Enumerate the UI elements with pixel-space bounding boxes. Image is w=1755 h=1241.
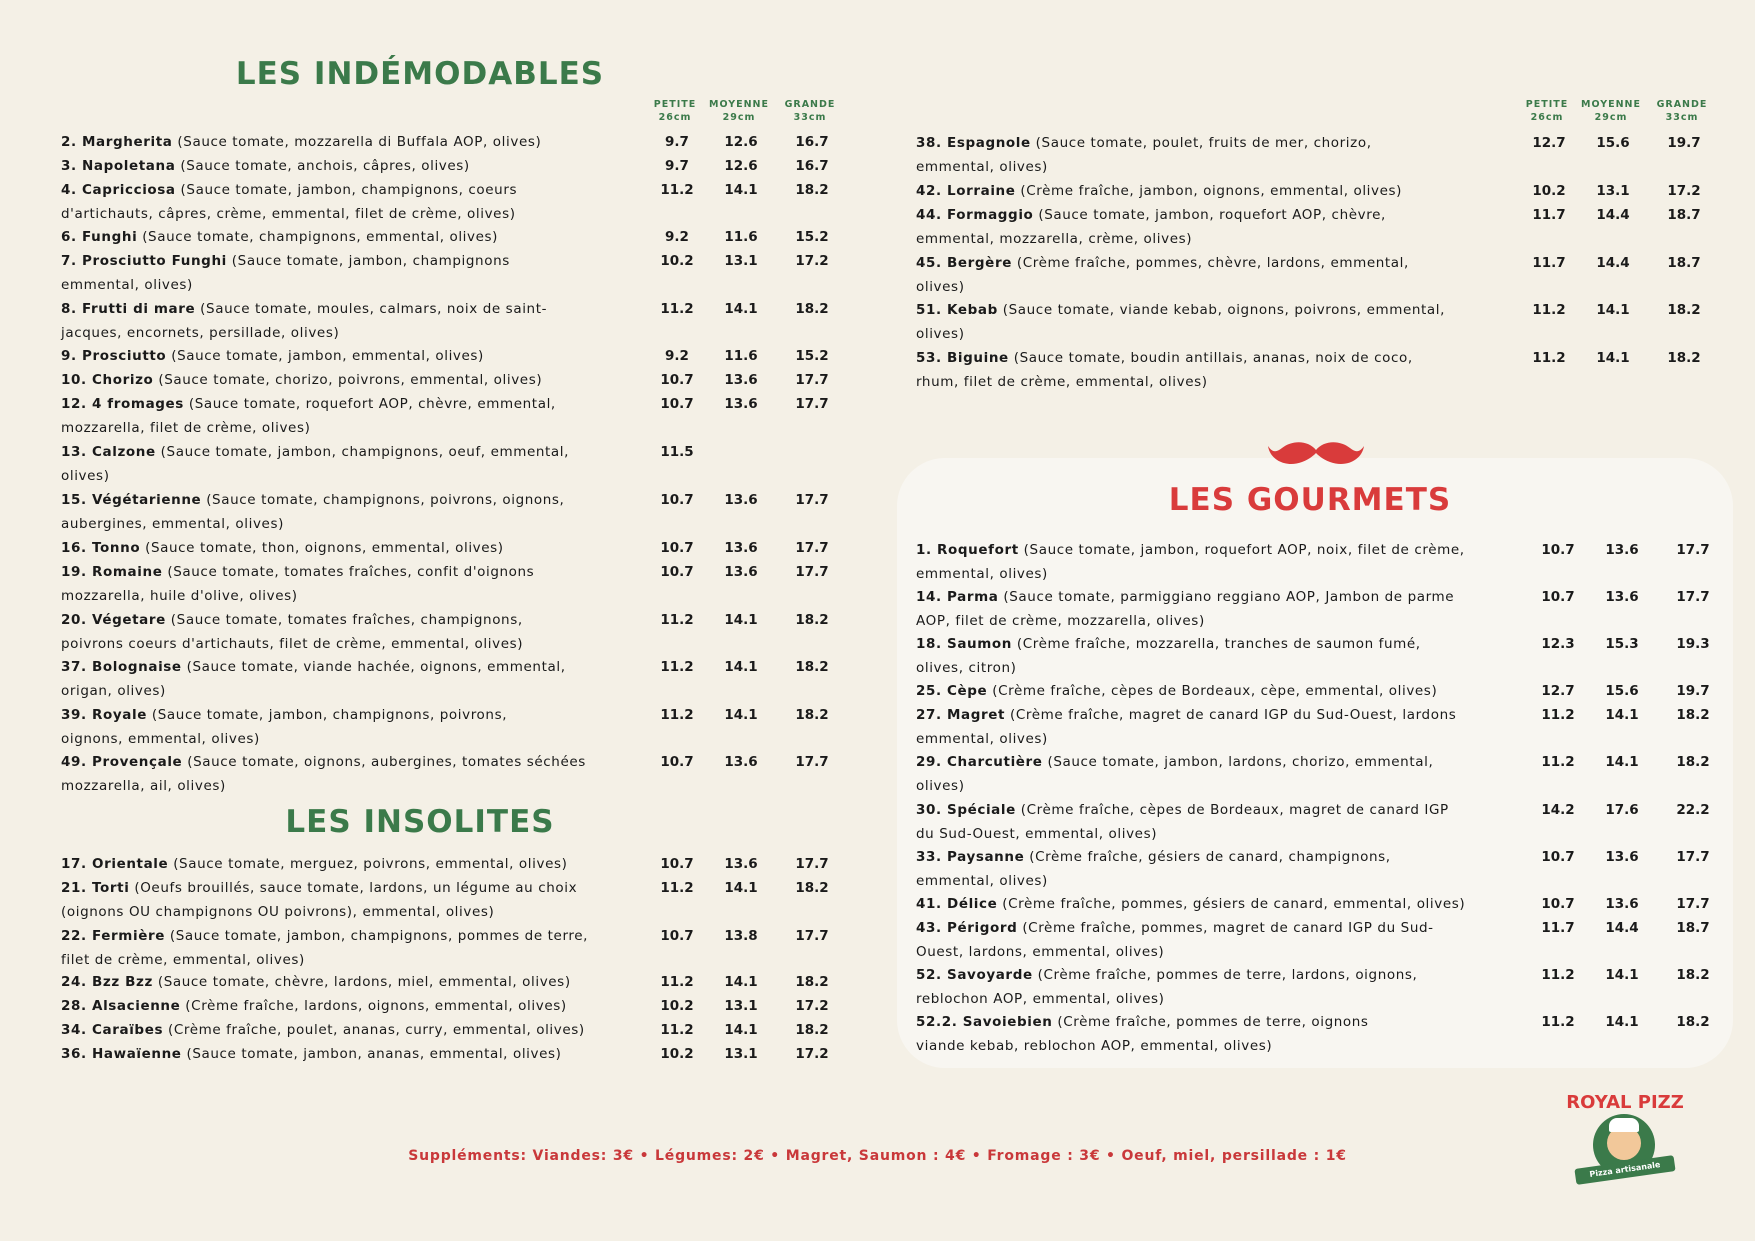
- price-petite: 10.7: [660, 564, 694, 580]
- menu-item-name: 53. Biguine: [916, 350, 1009, 366]
- price-grande: 18.2: [1676, 1014, 1710, 1030]
- menu-item: [916, 963, 1516, 1011]
- price-petite: 11.7: [1541, 920, 1575, 936]
- price-moyenne: 14.4: [1596, 255, 1630, 271]
- price-petite: 11.7: [1532, 255, 1566, 271]
- menu-item-name: 42. Lorraine: [916, 183, 1016, 199]
- menu-item-description-cont: d'artichauts, câpres, crème, emmental, filet de crème, olives): [61, 205, 516, 222]
- price-petite: 10.7: [660, 856, 694, 872]
- menu-item-description: (Sauce tomate, chorizo, poivrons, emmental, olives): [153, 372, 543, 388]
- menu-item: [61, 876, 641, 924]
- price-grande: 17.7: [1676, 896, 1710, 912]
- price-grande: 18.7: [1667, 255, 1701, 271]
- menu-item-description-cont: reblochon AOP, emmental, olives): [916, 991, 1165, 1007]
- menu-item-description: (Sauce tomate, oignons, aubergines, tomates séchées: [182, 754, 586, 771]
- price-moyenne: 13.6: [724, 492, 758, 508]
- price-moyenne: 11.6: [724, 348, 758, 365]
- price-petite: 11.2: [660, 611, 694, 628]
- price-petite: 11.2: [1532, 350, 1566, 366]
- menu-item: [61, 1042, 641, 1066]
- price-petite: 10.7: [660, 492, 694, 508]
- menu-item: [61, 392, 641, 440]
- price-moyenne: 15.6: [1596, 135, 1630, 151]
- menu-item-description-cont: emmental, olives): [916, 731, 1048, 747]
- price-grande: 18.7: [1676, 920, 1710, 936]
- price-moyenne: 14.1: [724, 1022, 758, 1038]
- menu-item-name: 3. Napoletana: [61, 157, 176, 174]
- price-petite: 11.5: [660, 444, 694, 460]
- menu-item-name: 20. Végetare: [61, 611, 166, 628]
- price-moyenne: 14.1: [724, 706, 758, 723]
- menu-item: [61, 344, 641, 368]
- menu-item: [916, 251, 1506, 299]
- menu-item-description: (Sauce tomate, parmiggiano reggiano AOP, Jambon de parme: [998, 589, 1455, 605]
- menu-item-name: 22. Fermière: [61, 928, 165, 944]
- menu-item-description-cont: poivrons coeurs d'artichauts, filet de crème, emmental, olives): [61, 635, 524, 652]
- price-grande: 18.2: [795, 1022, 829, 1038]
- section-title-insolites: LES INSOLITES: [285, 804, 555, 840]
- menu-item: [61, 1018, 641, 1042]
- price-moyenne: 14.1: [1596, 302, 1630, 318]
- menu-item-description: (Sauce tomate, chèvre, lardons, miel, emmental, olives): [152, 974, 571, 990]
- price-grande: 17.7: [795, 564, 829, 580]
- price-grande: 18.2: [795, 300, 829, 317]
- price-petite: 11.2: [660, 1022, 694, 1038]
- menu-item-name: 52. Savoyarde: [916, 967, 1033, 983]
- price-moyenne: 13.1: [724, 253, 758, 269]
- price-grande: 17.7: [795, 540, 829, 556]
- price-moyenne: 13.6: [724, 372, 758, 388]
- price-grande: 17.7: [795, 396, 829, 412]
- price-grande: 18.2: [1676, 967, 1710, 983]
- price-moyenne: 14.4: [1596, 207, 1630, 223]
- price-grande: 18.2: [1676, 707, 1710, 723]
- menu-item: [916, 131, 1506, 179]
- price-grande: 15.2: [795, 348, 829, 365]
- price-petite: 11.2: [1541, 1014, 1575, 1030]
- menu-item-name: 49. Provençale: [61, 754, 183, 771]
- menu-item-description: (Sauce tomate, jambon, ananas, emmental, olives): [181, 1046, 562, 1062]
- menu-item-description: (Sauce tomate, champignons, poivrons, oignons,: [201, 492, 565, 508]
- menu-item-name: 52.2. Savoiebien: [916, 1014, 1053, 1030]
- price-moyenne: 17.6: [1605, 802, 1639, 818]
- menu-item-description-cont: viande kebab, reblochon AOP, emmental, olives): [916, 1038, 1273, 1054]
- section-title-gourmets: LES GOURMETS: [1168, 482, 1452, 518]
- price-moyenne: 13.1: [724, 998, 758, 1014]
- price-moyenne: 14.1: [1605, 967, 1639, 983]
- price-moyenne: 14.1: [724, 880, 758, 896]
- logo-brand: ROYAL PIZZ: [1566, 1092, 1684, 1113]
- menu-item: [916, 632, 1516, 680]
- price-petite: 12.7: [1541, 683, 1575, 699]
- price-moyenne: 13.6: [724, 396, 758, 412]
- price-grande: 17.7: [1676, 849, 1710, 865]
- menu-item-description: (Sauce tomate, jambon, champignons, coeurs: [175, 181, 518, 198]
- menu-item-name: 10. Chorizo: [61, 372, 154, 388]
- menu-item-description: (Sauce tomate, boudin antillais, ananas, noix de coco,: [1008, 350, 1413, 366]
- price-petite: 10.2: [660, 998, 694, 1014]
- price-moyenne: 14.1: [1605, 754, 1639, 770]
- price-petite: 10.7: [660, 754, 694, 771]
- menu-item-description: (Crème fraîche, pommes, magret de canard IGP du Sud-: [1017, 920, 1434, 936]
- menu-item-description: (Sauce tomate, jambon, champignons, poivrons,: [146, 706, 508, 723]
- menu-item: [916, 538, 1516, 586]
- menu-item-name: 28. Alsacienne: [61, 998, 181, 1014]
- menu-item-description: (Sauce tomate, jambon, roquefort AOP, chèvre,: [1033, 207, 1386, 223]
- menu-item-description-cont: emmental, mozzarella, crème, olives): [916, 231, 1193, 247]
- menu-item: [916, 179, 1506, 203]
- price-moyenne: 12.6: [724, 157, 758, 174]
- price-petite: 10.2: [660, 1046, 694, 1062]
- price-moyenne: 14.1: [724, 974, 758, 990]
- price-grande: 16.7: [795, 157, 829, 174]
- price-moyenne: 11.6: [724, 229, 758, 246]
- menu-item-description-cont: origan, olives): [61, 683, 166, 700]
- price-moyenne: 13.8: [724, 928, 758, 944]
- price-petite: 12.7: [1532, 135, 1566, 151]
- menu-item: [916, 346, 1506, 394]
- price-grande: 18.2: [795, 659, 829, 676]
- menu-item-description: (Crème fraîche, magret de canard IGP du Sud-Ouest, lardons: [1005, 707, 1457, 723]
- menu-item: [61, 655, 641, 703]
- menu-item-description-cont: olives): [916, 279, 965, 295]
- menu-item: [61, 970, 641, 994]
- price-grande: 19.7: [1667, 135, 1701, 151]
- menu-item-description: (Sauce tomate, thon, oignons, emmental, olives): [140, 540, 504, 556]
- menu-item-description-cont: emmental, olives): [916, 566, 1048, 582]
- menu-item-name: 43. Périgord: [916, 920, 1018, 936]
- menu-item-description: (Sauce tomate, tomates fraîches, confit d'oignons: [162, 564, 535, 580]
- menu-item-description: (Sauce tomate, mozzarella di Buffala AOP, olives): [172, 134, 542, 150]
- price-moyenne: 13.6: [724, 540, 758, 556]
- menu-item-description: (Crème fraîche, pommes, gésiers de canard, emmental, olives): [997, 896, 1466, 912]
- menu-item: [916, 892, 1516, 916]
- menu-item: [61, 368, 641, 392]
- menu-item-name: 45. Bergère: [916, 255, 1012, 271]
- menu-item-name: 14. Parma: [916, 589, 999, 605]
- price-moyenne: 14.1: [1605, 707, 1639, 723]
- price-moyenne: 14.1: [724, 300, 758, 317]
- menu-item-name: 39. Royale: [61, 706, 147, 723]
- menu-item-name: 37. Bolognaise: [61, 659, 182, 676]
- price-petite: 10.7: [660, 928, 694, 944]
- price-petite: 11.2: [1541, 967, 1575, 983]
- menu-item-name: 36. Hawaïenne: [61, 1046, 182, 1062]
- price-grande: 18.2: [1676, 754, 1710, 770]
- menu-item-name: 12. 4 fromages: [61, 396, 184, 412]
- menu-item-name: 38. Espagnole: [916, 135, 1031, 151]
- price-grande: 15.2: [795, 229, 829, 246]
- price-moyenne: 15.6: [1605, 683, 1639, 699]
- price-grande: 18.2: [795, 880, 829, 896]
- price-petite: 10.7: [1541, 896, 1575, 912]
- logo-ribbon: Pizza artisanale: [1574, 1155, 1675, 1185]
- menu-item-description: (Sauce tomate, jambon, champignons: [226, 253, 510, 269]
- menu-item-description-cont: olives, citron): [916, 660, 1017, 676]
- menu-item-name: 30. Spéciale: [916, 802, 1016, 818]
- price-petite: 11.2: [660, 300, 694, 317]
- menu-item: [61, 297, 641, 345]
- menu-item: [61, 608, 641, 656]
- menu-item: [916, 750, 1516, 798]
- price-petite: 10.7: [660, 540, 694, 556]
- price-grande: 18.2: [795, 611, 829, 628]
- menu-item-description: (Crème fraîche, lardons, oignons, emmental, olives): [180, 998, 567, 1014]
- menu-item-description: (Crème fraîche, cèpes de Bordeaux, magret de canard IGP: [1015, 802, 1449, 818]
- menu-item-name: 18. Saumon: [916, 636, 1013, 652]
- menu-item-name: 33. Paysanne: [916, 849, 1025, 865]
- price-moyenne: 13.6: [724, 856, 758, 872]
- menu-item-name: 29. Charcutière: [916, 754, 1043, 770]
- price-moyenne: 13.6: [724, 564, 758, 580]
- menu-item-description-cont: rhum, filet de crème, emmental, olives): [916, 374, 1208, 390]
- price-moyenne: 13.6: [724, 754, 758, 771]
- menu-item-description: (Sauce tomate, viande hachée, oignons, emmental,: [181, 659, 566, 676]
- price-grande: 17.2: [795, 998, 829, 1014]
- menu-item-description: (Sauce tomate, poulet, fruits de mer, chorizo,: [1030, 135, 1372, 151]
- menu-item-description: (Oeufs brouillés, sauce tomate, lardons, un légume au choix: [129, 880, 578, 896]
- price-moyenne: 14.4: [1605, 920, 1639, 936]
- price-petite: 11.2: [1541, 707, 1575, 723]
- price-grande: 17.7: [795, 754, 829, 771]
- price-grande: 17.7: [795, 492, 829, 508]
- menu-item-description-cont: AOP, filet de crème, mozzarella, olives): [916, 613, 1205, 629]
- price-grande: 22.2: [1676, 802, 1710, 818]
- price-grande: 18.2: [1667, 302, 1701, 318]
- price-grande: 17.2: [795, 1046, 829, 1062]
- menu-item-description: (Sauce tomate, moules, calmars, noix de saint-: [195, 300, 548, 317]
- price-petite: 10.7: [1541, 589, 1575, 605]
- menu-item-description: (Crème fraîche, mozzarella, tranches de saumon fumé,: [1012, 636, 1421, 652]
- menu-item-description-cont: filet de crème, emmental, olives): [61, 952, 305, 968]
- menu-item-name: 24. Bzz Bzz: [61, 974, 153, 990]
- price-moyenne: 14.1: [724, 659, 758, 676]
- menu-item-description: (Crème fraîche, poulet, ananas, curry, emmental, olives): [163, 1022, 585, 1038]
- menu-item-description: (Sauce tomate, roquefort AOP, chèvre, emmental,: [183, 396, 556, 412]
- menu-item: [916, 203, 1506, 251]
- price-petite: 10.2: [660, 253, 694, 269]
- menu-item-description: (Sauce tomate, jambon, champignons, oeuf, emmental,: [155, 444, 570, 460]
- price-moyenne: 13.1: [724, 1046, 758, 1062]
- price-moyenne: 12.6: [724, 134, 758, 150]
- price-petite: 9.7: [665, 134, 689, 150]
- menu-item: [916, 798, 1516, 846]
- menu-item-description-cont: jacques, encornets, persillade, olives): [61, 324, 340, 341]
- menu-item-description: (Sauce tomate, tomates fraîches, champignons,: [165, 611, 523, 628]
- price-moyenne: 14.1: [724, 611, 758, 628]
- price-grande: 18.7: [1667, 207, 1701, 223]
- menu-item-description-cont: mozzarella, filet de crème, olives): [61, 420, 311, 436]
- supplements-line: Suppléments: Viandes: 3€ • Légumes: 2€ • Magret, Saumon : 4€ • Fromage : 3€ • Oeuf, miel, persillade : 1€: [408, 1148, 1347, 1164]
- menu-item-description: (Sauce tomate, champignons, emmental, olives): [137, 229, 499, 246]
- logo: [1565, 1092, 1685, 1188]
- price-moyenne: 13.6: [1605, 542, 1639, 558]
- price-petite: 11.2: [660, 974, 694, 990]
- menu-item: [916, 585, 1516, 633]
- price-grande: 18.2: [795, 706, 829, 723]
- menu-item-description: (Sauce tomate, jambon, lardons, chorizo, emmental,: [1042, 754, 1434, 770]
- menu-item: [61, 488, 641, 536]
- menu-item-name: 9. Prosciutto: [61, 348, 167, 365]
- menu-item: [61, 440, 641, 488]
- price-petite: 14.2: [1541, 802, 1575, 818]
- price-moyenne: 14.1: [1605, 1014, 1639, 1030]
- menu-item: [61, 225, 641, 249]
- menu-item: [61, 852, 641, 876]
- menu-item: [61, 130, 641, 154]
- menu-item-description-cont: emmental, olives): [61, 277, 193, 293]
- mustache-icon: [1268, 440, 1364, 470]
- menu-item-name: 7. Prosciutto Funghi: [61, 253, 227, 269]
- price-moyenne: 13.6: [1605, 589, 1639, 605]
- menu-item-description: (Crème fraîche, pommes de terre, lardons, oignons,: [1032, 967, 1418, 983]
- menu-item-name: 13. Calzone: [61, 444, 156, 460]
- menu-item-description: (Crème fraîche, gésiers de canard, champignons,: [1024, 849, 1391, 865]
- price-grande: 17.7: [795, 928, 829, 944]
- price-moyenne: 14.1: [724, 181, 758, 198]
- menu-item: [61, 924, 641, 972]
- menu-item-name: 17. Orientale: [61, 856, 169, 872]
- menu-item-description: (Sauce tomate, anchois, câpres, olives): [175, 157, 470, 174]
- menu-item-name: 6. Funghi: [61, 229, 138, 246]
- menu-item-description: (Sauce tomate, jambon, emmental, olives): [166, 348, 484, 365]
- price-grande: 18.2: [795, 181, 829, 198]
- menu-item: [916, 916, 1516, 964]
- price-grande: 18.2: [795, 974, 829, 990]
- menu-item-description-cont: emmental, olives): [916, 159, 1048, 175]
- menu-item-description-cont: du Sud-Ouest, emmental, olives): [916, 826, 1158, 842]
- price-grande: 17.2: [795, 253, 829, 269]
- menu-item: [61, 536, 641, 560]
- price-petite: 10.7: [1541, 849, 1575, 865]
- menu-item-description-cont: aubergines, emmental, olives): [61, 516, 284, 532]
- menu-item-name: 41. Délice: [916, 896, 998, 912]
- menu-item-description-cont: mozzarella, ail, olives): [61, 778, 226, 795]
- menu-item-name: 19. Romaine: [61, 564, 163, 580]
- menu-item-name: 44. Formaggio: [916, 207, 1034, 223]
- menu-item: [61, 750, 641, 798]
- price-grande: 17.7: [1676, 542, 1710, 558]
- menu-item: [916, 298, 1506, 346]
- menu-item-description-cont: mozzarella, huile d'olive, olives): [61, 588, 298, 604]
- menu-item: [916, 703, 1516, 751]
- price-grande: 17.7: [1676, 589, 1710, 605]
- menu-item: [61, 178, 641, 226]
- price-moyenne: 13.6: [1605, 849, 1639, 865]
- price-moyenne: 15.3: [1605, 636, 1639, 652]
- price-petite: 9.7: [665, 157, 689, 174]
- menu-item-name: 27. Magret: [916, 707, 1006, 723]
- price-grande: 17.7: [795, 856, 829, 872]
- price-grande: 19.3: [1676, 636, 1710, 652]
- price-petite: 9.2: [665, 229, 689, 246]
- menu-item: [61, 154, 641, 178]
- price-moyenne: 13.1: [1596, 183, 1630, 199]
- price-grande: 18.2: [1667, 350, 1701, 366]
- menu-item-name: 8. Frutti di mare: [61, 300, 196, 317]
- menu-item-description-cont: olives): [916, 326, 965, 342]
- menu-item-description: (Crème fraîche, pommes de terre, oignons: [1052, 1014, 1369, 1030]
- menu-item: [916, 679, 1516, 703]
- menu-item: [61, 994, 641, 1018]
- menu-item-description: (Crème fraîche, jambon, oignons, emmental, olives): [1015, 183, 1403, 199]
- price-grande: 19.7: [1676, 683, 1710, 699]
- menu-item: [916, 845, 1516, 893]
- price-petite: 10.2: [1532, 183, 1566, 199]
- price-petite: 11.2: [1532, 302, 1566, 318]
- menu-item: [61, 703, 641, 751]
- menu-item-description-cont: emmental, olives): [916, 873, 1048, 889]
- menu-item-description: (Crème fraîche, cèpes de Bordeaux, cèpe, emmental, olives): [987, 683, 1438, 699]
- menu-item-name: 34. Caraïbes: [61, 1022, 164, 1038]
- menu-item-name: 2. Margherita: [61, 134, 173, 150]
- price-petite: 9.2: [665, 348, 689, 365]
- price-grande: 16.7: [795, 134, 829, 150]
- menu-item-description: (Sauce tomate, jambon, roquefort AOP, noix, filet de crème,: [1018, 542, 1465, 558]
- price-grande: 17.2: [1667, 183, 1701, 199]
- menu-item: [61, 249, 641, 297]
- price-petite: 11.7: [1532, 207, 1566, 223]
- price-petite: 11.2: [660, 880, 694, 896]
- menu-item-description: (Crème fraîche, pommes, chèvre, lardons, emmental,: [1011, 255, 1409, 271]
- menu-item-name: 1. Roquefort: [916, 542, 1019, 558]
- price-petite: 10.7: [1541, 542, 1575, 558]
- menu-item-name: 16. Tonno: [61, 540, 141, 556]
- menu-item-description-cont: olives): [916, 778, 965, 794]
- menu-item-name: 4. Capricciosa: [61, 181, 176, 198]
- menu-item-name: 51. Kebab: [916, 302, 998, 318]
- price-moyenne: 13.6: [1605, 896, 1639, 912]
- menu-item: [916, 1010, 1516, 1058]
- menu-item-description-cont: Ouest, lardons, emmental, olives): [916, 944, 1165, 960]
- menu-item-description-cont: (oignons OU champignons OU poivrons), emmental, olives): [61, 904, 495, 920]
- price-petite: 10.7: [660, 396, 694, 412]
- menu-item-description: (Sauce tomate, jambon, champignons, pommes de terre,: [164, 928, 589, 944]
- menu-item-name: 21. Torti: [61, 880, 130, 896]
- price-petite: 11.2: [1541, 754, 1575, 770]
- price-grande: 17.7: [795, 372, 829, 388]
- menu-item-description: (Sauce tomate, viande kebab, oignons, poivrons, emmental,: [997, 302, 1446, 318]
- menu-item-description-cont: olives): [61, 468, 110, 484]
- menu-item-description-cont: oignons, emmental, olives): [61, 730, 260, 747]
- menu-item-name: 15. Végétarienne: [61, 492, 202, 508]
- price-moyenne: 14.1: [1596, 350, 1630, 366]
- menu-item-name: 25. Cèpe: [916, 683, 988, 699]
- menu-item: [61, 560, 641, 608]
- price-petite: 11.2: [660, 181, 694, 198]
- price-petite: 11.2: [660, 706, 694, 723]
- menu-item-description: (Sauce tomate, merguez, poivrons, emmental, olives): [168, 856, 568, 872]
- price-petite: 10.7: [660, 372, 694, 388]
- price-petite: 11.2: [660, 659, 694, 676]
- section-title-indemodables: LES INDÉMODABLES: [235, 56, 605, 92]
- price-petite: 12.3: [1541, 636, 1575, 652]
